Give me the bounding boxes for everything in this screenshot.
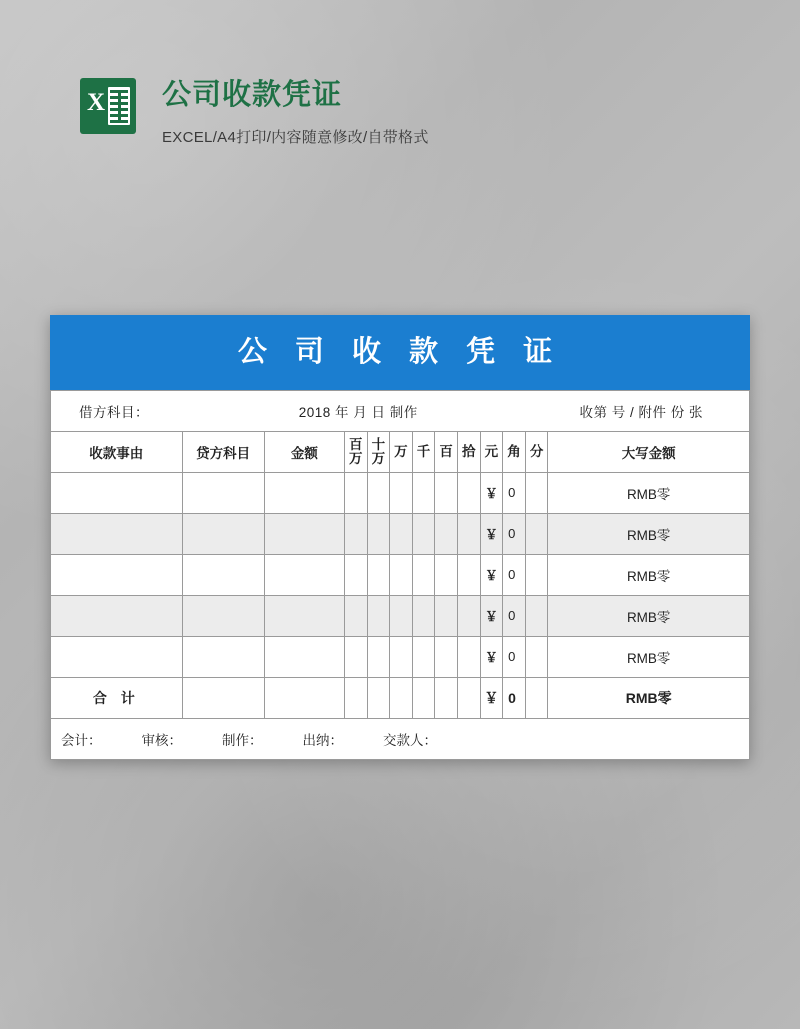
signature-payer: 交款人： [383,732,437,748]
col-header-ten-thousand: 万 [390,431,413,472]
cell-d4[interactable] [412,595,435,636]
col-header-ten: 拾 [457,431,480,472]
cell-d2[interactable] [367,513,390,554]
cell-d5[interactable] [435,513,458,554]
page-header [80,78,429,147]
total-d4 [412,677,435,718]
cell-amount[interactable] [264,595,344,636]
cell-credit[interactable] [182,636,264,677]
voucher-header-row [51,431,750,472]
cell-d3[interactable] [390,472,413,513]
cell-capital[interactable]: RMB零 [548,554,750,595]
cell-d3[interactable] [390,636,413,677]
cell-capital[interactable]: RMB零 [548,513,750,554]
col-header-credit: 贷方科目 [182,431,264,472]
cell-fen[interactable] [525,636,548,677]
cell-d5[interactable] [435,554,458,595]
cell-d1[interactable] [344,513,367,554]
cell-reason[interactable] [51,513,183,554]
cell-d2[interactable] [367,472,390,513]
col-header-fen: 分 [525,431,548,472]
cell-yuan[interactable]: ￥ [480,595,503,636]
cell-d1[interactable] [344,636,367,677]
cell-d4[interactable] [412,513,435,554]
cell-fen[interactable] [525,472,548,513]
col-header-million: 百 万 [344,431,367,472]
table-row[interactable] [51,513,750,554]
cell-d5[interactable] [435,595,458,636]
cell-d3[interactable] [390,554,413,595]
cell-capital[interactable]: RMB零 [548,595,750,636]
table-row[interactable] [51,472,750,513]
signature-auditor: 审核： [141,732,182,748]
voucher-table [50,390,750,760]
col-header-jiao: 角 [503,431,526,472]
signature-row [51,718,750,759]
voucher-document [50,315,750,760]
excel-icon [80,78,136,134]
cell-d4[interactable] [412,472,435,513]
cell-yuan[interactable]: ￥ [480,513,503,554]
cell-d6[interactable] [457,595,480,636]
table-row[interactable] [51,636,750,677]
total-jiao: 0 [503,677,526,718]
col-header-thousand: 千 [412,431,435,472]
col-header-hundred-thousand: 十 万 [367,431,390,472]
cell-d1[interactable] [344,554,367,595]
cell-d3[interactable] [390,513,413,554]
page-subtitle: EXCEL/A4打印/内容随意修改/自带格式 [162,128,429,146]
total-capital: RMB零 [548,677,750,718]
cell-amount[interactable] [264,472,344,513]
cell-amount[interactable] [264,554,344,595]
voucher-receipt-line: 收第 号 / 附件 份 张 [579,404,703,420]
cell-jiao[interactable]: 0 [503,513,526,554]
cell-amount[interactable] [264,513,344,554]
total-d3 [390,677,413,718]
cell-credit[interactable] [182,513,264,554]
cell-d2[interactable] [367,636,390,677]
cell-d1[interactable] [344,595,367,636]
total-d2 [367,677,390,718]
cell-capital[interactable]: RMB零 [548,636,750,677]
total-label: 合 计 [51,677,183,718]
cell-capital[interactable]: RMB零 [548,472,750,513]
cell-reason[interactable] [51,595,183,636]
total-row [51,677,750,718]
excel-icon-letter: X [87,89,106,116]
cell-d6[interactable] [457,472,480,513]
col-header-capital-amount: 大写金额 [548,431,750,472]
table-row[interactable] [51,595,750,636]
cell-d3[interactable] [390,595,413,636]
cell-d2[interactable] [367,595,390,636]
cell-amount[interactable] [264,636,344,677]
total-fen [525,677,548,718]
cell-d6[interactable] [457,513,480,554]
cell-yuan[interactable]: ￥ [480,554,503,595]
col-header-reason: 收款事由 [51,431,183,472]
debit-subject-label: 借方科目： [79,404,149,420]
total-d6 [457,677,480,718]
table-row[interactable] [51,554,750,595]
total-amount [264,677,344,718]
cell-d6[interactable] [457,636,480,677]
voucher-date-line: 2018 年 月 日 制作 [298,404,418,420]
cell-d4[interactable] [412,554,435,595]
cell-fen[interactable] [525,554,548,595]
cell-fen[interactable] [525,513,548,554]
total-yuan: ￥ [480,677,503,718]
signature-maker: 制作： [222,732,263,748]
cell-d5[interactable] [435,636,458,677]
cell-credit[interactable] [182,554,264,595]
excel-icon-grid [108,87,130,125]
cell-d1[interactable] [344,472,367,513]
cell-credit[interactable] [182,472,264,513]
col-header-hundred: 百 [435,431,458,472]
cell-credit[interactable] [182,595,264,636]
cell-yuan[interactable]: ￥ [480,636,503,677]
cell-jiao[interactable]: 0 [503,636,526,677]
cell-d5[interactable] [435,472,458,513]
col-header-amount: 金额 [264,431,344,472]
page-title: 公司收款凭证 [162,79,343,111]
cell-jiao[interactable]: 0 [503,595,526,636]
cell-jiao[interactable]: 0 [503,472,526,513]
voucher-info-row [51,390,750,431]
cell-yuan[interactable]: ￥ [480,472,503,513]
header-text-block [162,78,429,147]
signature-accountant: 会计： [61,732,102,748]
signature-cashier: 出纳： [302,732,343,748]
document-title: 公 司 收 款 凭 证 [50,315,750,390]
cell-d6[interactable] [457,554,480,595]
cell-fen[interactable] [525,595,548,636]
cell-d4[interactable] [412,636,435,677]
cell-reason[interactable] [51,554,183,595]
cell-d2[interactable] [367,554,390,595]
col-header-yuan: 元 [480,431,503,472]
cell-reason[interactable] [51,636,183,677]
cell-reason[interactable] [51,472,183,513]
cell-jiao[interactable]: 0 [503,554,526,595]
total-d5 [435,677,458,718]
total-credit [182,677,264,718]
total-d1 [344,677,367,718]
